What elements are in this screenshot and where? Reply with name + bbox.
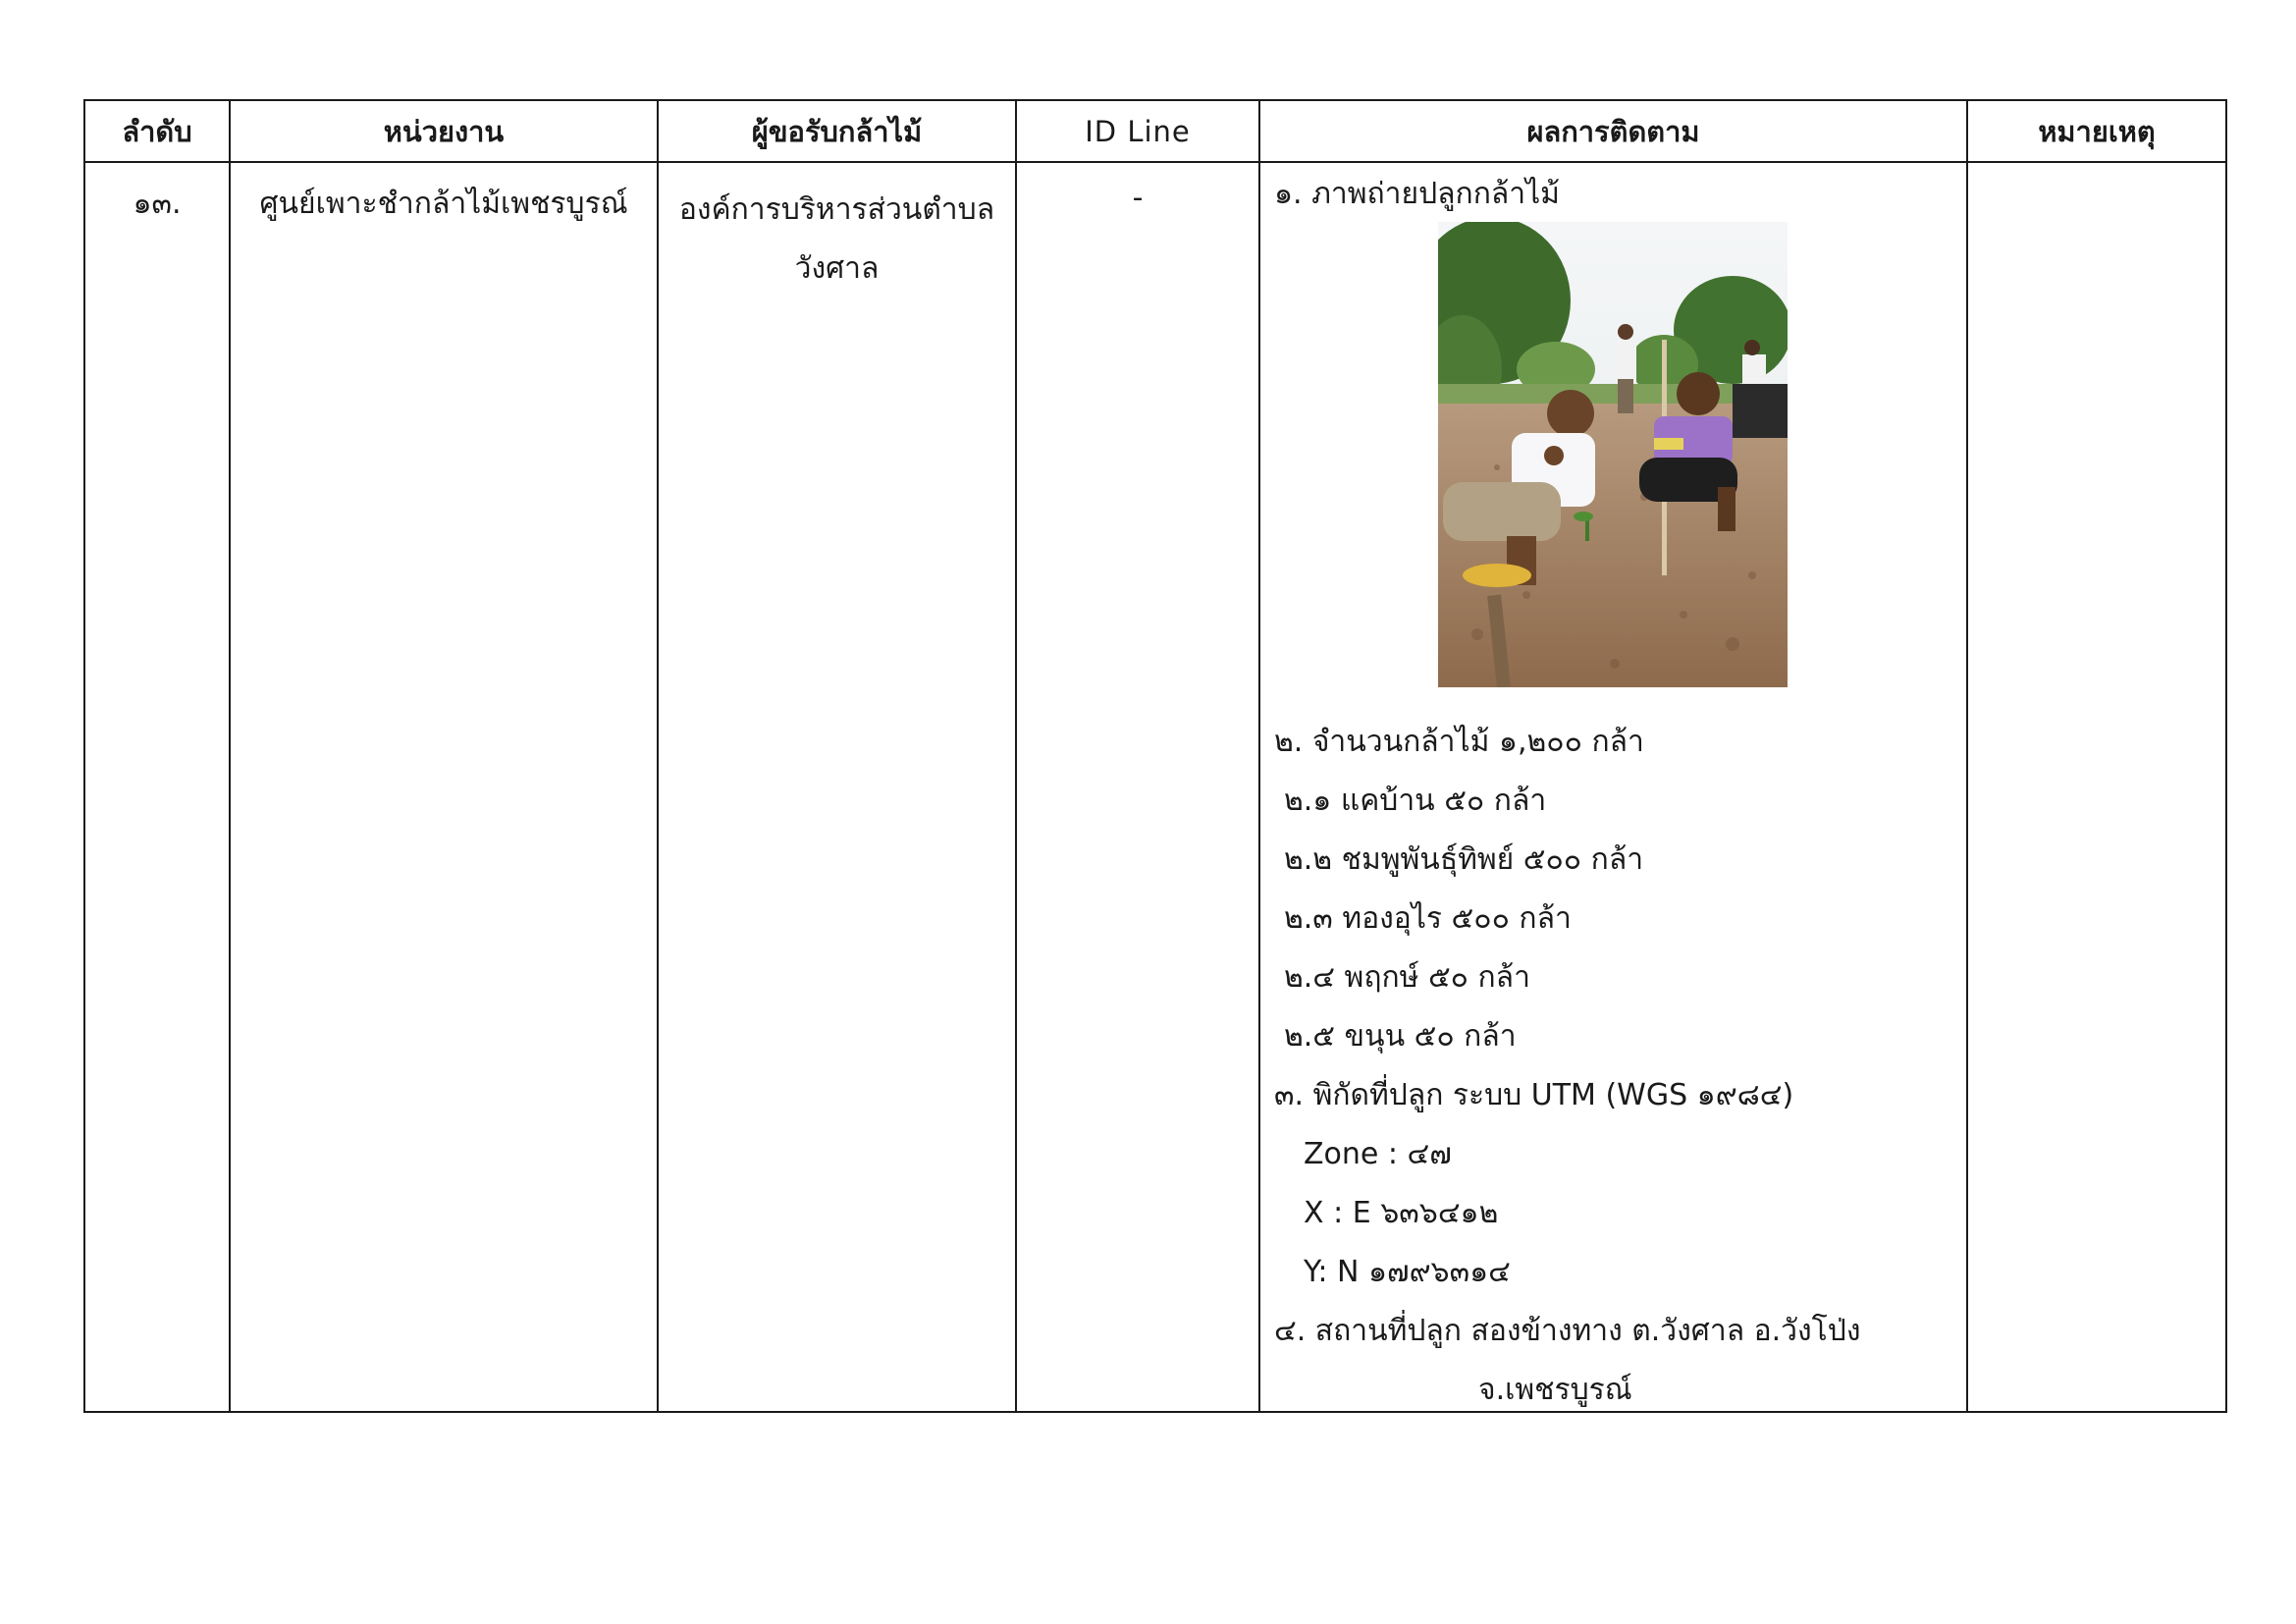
recipient-line-2: วังศาล — [794, 251, 880, 286]
location-line-2: จ.เพชรบูรณ์ — [1478, 1373, 1632, 1407]
follow-up-table — [83, 99, 2227, 1413]
header-remark: หมายเหตุ — [1967, 100, 2226, 162]
agency-cell: ศูนย์เพาะชำกล้าไม้เพชรบูรณ์ — [230, 162, 658, 1412]
planting-photo — [1438, 222, 1788, 687]
order-cell: ๑๓. — [84, 162, 230, 1412]
seedling-item: ๒.๑ แคบ้าน ๕๐ กล้า — [1284, 784, 1547, 818]
utm-x: X : E ๖๓๖๔๑๒ — [1304, 1196, 1499, 1230]
recipient-cell — [658, 162, 1016, 1412]
header-recipient: ผู้ขอรับกล้าไม้ — [658, 100, 1016, 162]
utm-y: Y: N ๑๗๙๖๓๑๔ — [1304, 1255, 1511, 1289]
seedling-item: ๒.๔ พฤกษ์ ๕๐ กล้า — [1284, 960, 1530, 995]
utm-zone: Zone : ๔๗ — [1304, 1137, 1452, 1171]
header-result: ผลการติดตาม — [1259, 100, 1967, 162]
id-line-cell: - — [1016, 162, 1259, 1412]
seedling-item: ๒.๒ ชมพูพันธุ์ทิพย์ ๕๐๐ กล้า — [1284, 842, 1644, 877]
location-line-1: ๔. สถานที่ปลูก สองข้างทาง ต.วังศาล อ.วังโป่ง — [1274, 1314, 1861, 1348]
coordinate-heading: ๓. พิกัดที่ปลูก ระบบ UTM (WGS ๑๙๘๔) — [1274, 1078, 1794, 1112]
header-agency: หน่วยงาน — [230, 100, 658, 162]
table-row — [84, 162, 2226, 1412]
recipient-line-1: องค์การบริหารส่วนตำบล — [678, 192, 995, 227]
seedling-item: ๒.๕ ขนุน ๕๐ กล้า — [1284, 1019, 1517, 1054]
header-id-line: ID Line — [1016, 100, 1259, 162]
remark-cell — [1967, 162, 2226, 1412]
seedling-total: ๒. จำนวนกล้าไม้ ๑,๒๐๐ กล้า — [1274, 725, 1644, 759]
result-cell — [1259, 162, 1967, 1412]
header-row — [84, 100, 2226, 162]
header-order: ลำดับ — [84, 100, 230, 162]
photo-heading: ๑. ภาพถ่ายปลูกกล้าไม้ — [1274, 177, 1560, 211]
seedling-item: ๒.๓ ทองอุไร ๕๐๐ กล้า — [1284, 901, 1572, 936]
